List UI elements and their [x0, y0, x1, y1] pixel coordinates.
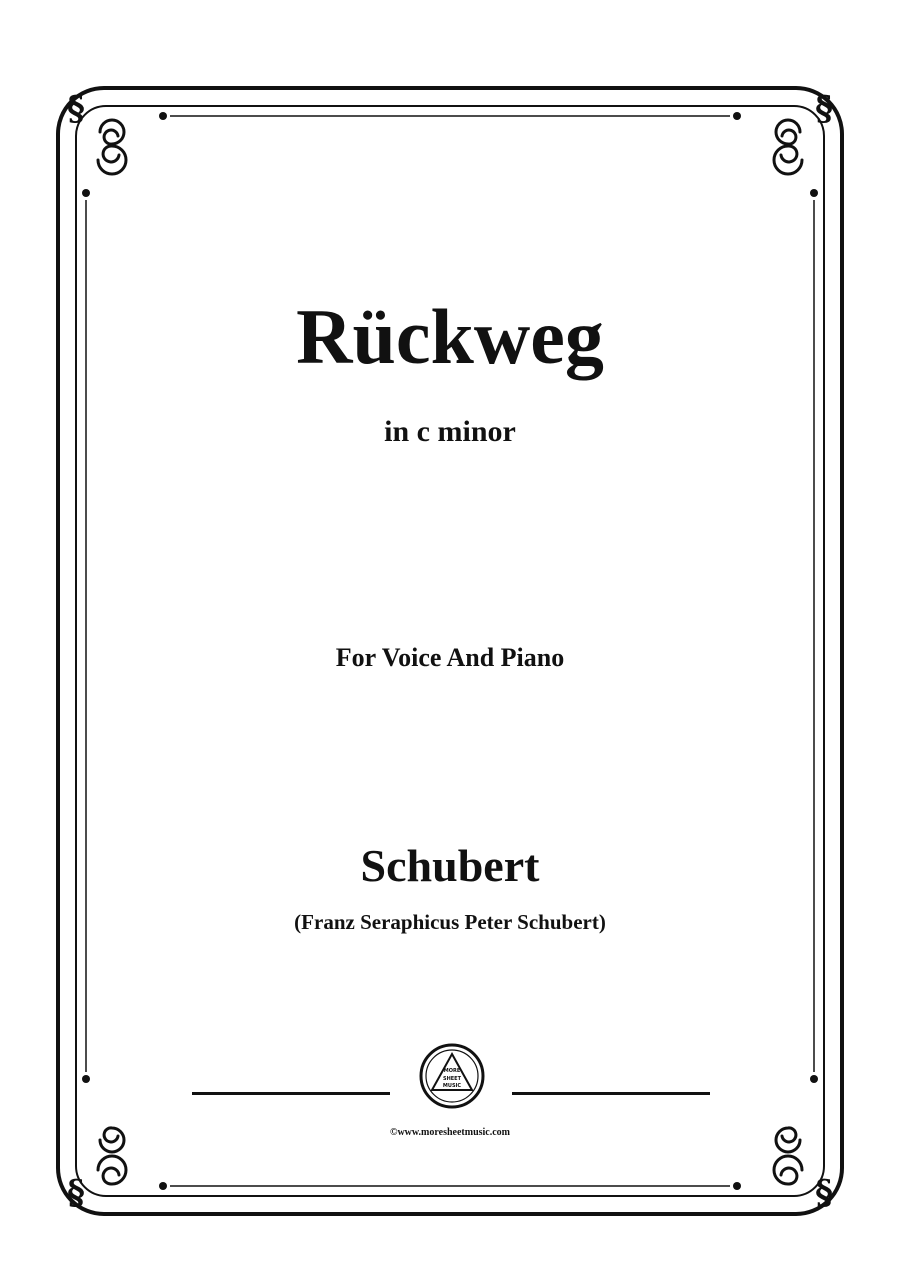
footer-rule-right — [512, 1092, 710, 1095]
score-key: in c minor — [384, 415, 516, 448]
section-sign-icon: § — [67, 1173, 85, 1213]
composer-full-name: (Franz Seraphicus Peter Schubert) — [294, 910, 606, 934]
section-sign-icon: § — [815, 1173, 833, 1213]
copyright-notice: ©www.moresheetmusic.com — [389, 1127, 511, 1138]
section-sign-icon: § — [815, 89, 833, 129]
section-sign-icon: § — [67, 89, 85, 129]
composer-name: Schubert — [360, 840, 540, 891]
score-title: Rückweg — [296, 293, 604, 380]
publisher-logo — [418, 1042, 486, 1110]
logo-word-bottom: MUSIC — [442, 1083, 462, 1089]
logo-word-top: MORE — [443, 1068, 461, 1074]
logo-word-middle: SHEET — [442, 1076, 462, 1082]
footer-rule-left — [192, 1092, 390, 1095]
score-instrumentation: For Voice And Piano — [335, 643, 565, 672]
